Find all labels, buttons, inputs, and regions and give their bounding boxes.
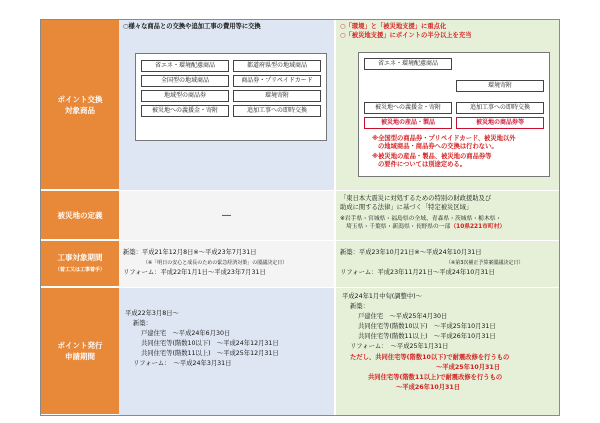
target-old-cell xyxy=(119,20,334,190)
application-new-cell xyxy=(336,288,559,415)
header-subline: （着工又は工事着手） xyxy=(54,266,105,273)
disaster-line: ※岩手県・宮城県・福島県の全域、青森県・茨城県・栃木県・ xyxy=(340,216,502,222)
disaster-new-cell xyxy=(336,191,559,240)
application-red-line: ～平成26年10月31日 xyxy=(396,384,461,391)
item-box: 地域型の商品券 xyxy=(141,90,229,102)
application-line: 平成22年3月8日～ xyxy=(125,310,179,317)
period-line: （※「明日の安心と成長のための緊急経済対策」の閣議決定日） xyxy=(143,260,288,266)
application-line: リフォーム： ～平成25年1月31日 xyxy=(350,343,449,350)
item-box: 追加工事への即時交換 xyxy=(456,102,544,114)
application-old-cell xyxy=(119,288,334,415)
application-line: 戸建住宅 ～平成24年6月30日 xyxy=(141,330,231,337)
period-line: 新築：平成23年10月21日※～平成24年10月31日 xyxy=(340,249,482,256)
header-line: 申請期間 xyxy=(65,352,95,361)
period-line: （※第3次補正予算案閣議決定日） xyxy=(446,260,524,266)
disaster-line-last xyxy=(346,223,505,231)
application-line: 新築： xyxy=(133,320,152,327)
header-line: 対象商品 xyxy=(65,105,95,115)
application-line: 共同住宅等(階数10以下) ～平成24年12月31日 xyxy=(141,340,279,347)
application-red-line: 共同住宅等(階数11以上)で耐震改修を行うもの xyxy=(368,374,503,381)
application-line: 戸建住宅 ～平成25年4月30日 xyxy=(358,313,448,320)
application-red-line: ただし、共同住宅等(階数10以下)で耐震改修を行うもの xyxy=(350,354,510,361)
highlight-item-box: 被災地の産品・製品 xyxy=(364,117,452,129)
disaster-line: 助成に関する法律」に基づく「特定被災区域」 xyxy=(340,204,473,211)
item-box: 商品券・プリペイドカード xyxy=(233,75,321,87)
footnote: ※被災地の産品・製品、被災地の商品券等 xyxy=(372,153,492,160)
item-box: 被災地への義援金・寄附 xyxy=(141,105,229,117)
application-line: 共同住宅等(階数11以上) ～平成25年12月31日 xyxy=(141,350,279,357)
footnote: の地域商品・商品券への交換は行わない。 xyxy=(378,143,498,150)
application-line: 共同住宅等(階数10以下) ～平成25年10月31日 xyxy=(358,323,496,330)
row-header-application xyxy=(41,288,119,415)
item-box: 省エネ・環境配慮商品 xyxy=(141,60,229,72)
dash-mark: — xyxy=(221,210,232,221)
target-new-note: ○「環境」と「被災地支援」に重点化 xyxy=(340,23,447,30)
application-line: リフォーム： ～平成24年3月31日 xyxy=(133,360,232,367)
header-line: ポイント交換 xyxy=(57,94,103,104)
item-box: 環境寄附 xyxy=(233,90,321,102)
highlight-item-box: 被災地の商品券等 xyxy=(456,117,544,129)
period-new-cell xyxy=(336,241,559,287)
disaster-line: 「東日本大震災に対処するための特別の財政援助及び xyxy=(340,195,492,202)
row-header-target xyxy=(41,20,119,190)
footnote: ※全国型の商品券・プリペイドカード、被災地以外 xyxy=(372,135,516,142)
disaster-count: （10県221市町村） xyxy=(450,224,506,230)
footnote: の要件については別途定める。 xyxy=(378,161,467,168)
period-old-cell xyxy=(119,241,334,287)
header-line: 被災地の定義 xyxy=(57,210,103,220)
period-line: 新築：平成21年12月8日※～平成23年7月31日 xyxy=(123,249,257,256)
item-box: 全国型の地域商品 xyxy=(141,75,229,87)
application-line: 新築： xyxy=(350,303,369,310)
row-header-disaster xyxy=(41,191,119,240)
application-line: 平成24年1月中旬(調整中)～ xyxy=(342,293,422,300)
item-box: 追加工事への即時交換 xyxy=(233,105,321,117)
target-new-cell xyxy=(336,20,559,190)
target-new-note: ○「被災地支援」にポイントの半分以上を充当 xyxy=(340,32,472,39)
disaster-old-cell xyxy=(119,191,334,240)
item-box: 環境寄附 xyxy=(456,80,544,92)
period-line: リフォーム：平成23年11月21日～平成24年10月31日 xyxy=(340,269,495,276)
item-box: 被災地への義援金・寄附 xyxy=(364,102,452,114)
application-red-line: ～平成25年10月31日 xyxy=(436,364,501,371)
target-old-note: ○様々な商品との交換や追加工事の費用等に交換 xyxy=(123,23,261,30)
item-box: 省エネ・環境配慮商品 xyxy=(364,58,452,70)
application-line: 共同住宅等(階数11以上) ～平成26年10月31日 xyxy=(358,333,496,340)
row-header-period xyxy=(41,241,119,287)
disaster-prefectures: 埼玉県・千葉県・新潟県・長野県の一部 xyxy=(346,224,451,230)
item-box: 都道府県型の地域商品 xyxy=(233,60,321,72)
header-line: 工事対象期間 xyxy=(57,252,103,262)
period-line: リフォーム：平成22年1月1日～平成23年7月31日 xyxy=(123,269,266,276)
header-line: ポイント発行 xyxy=(57,341,103,350)
